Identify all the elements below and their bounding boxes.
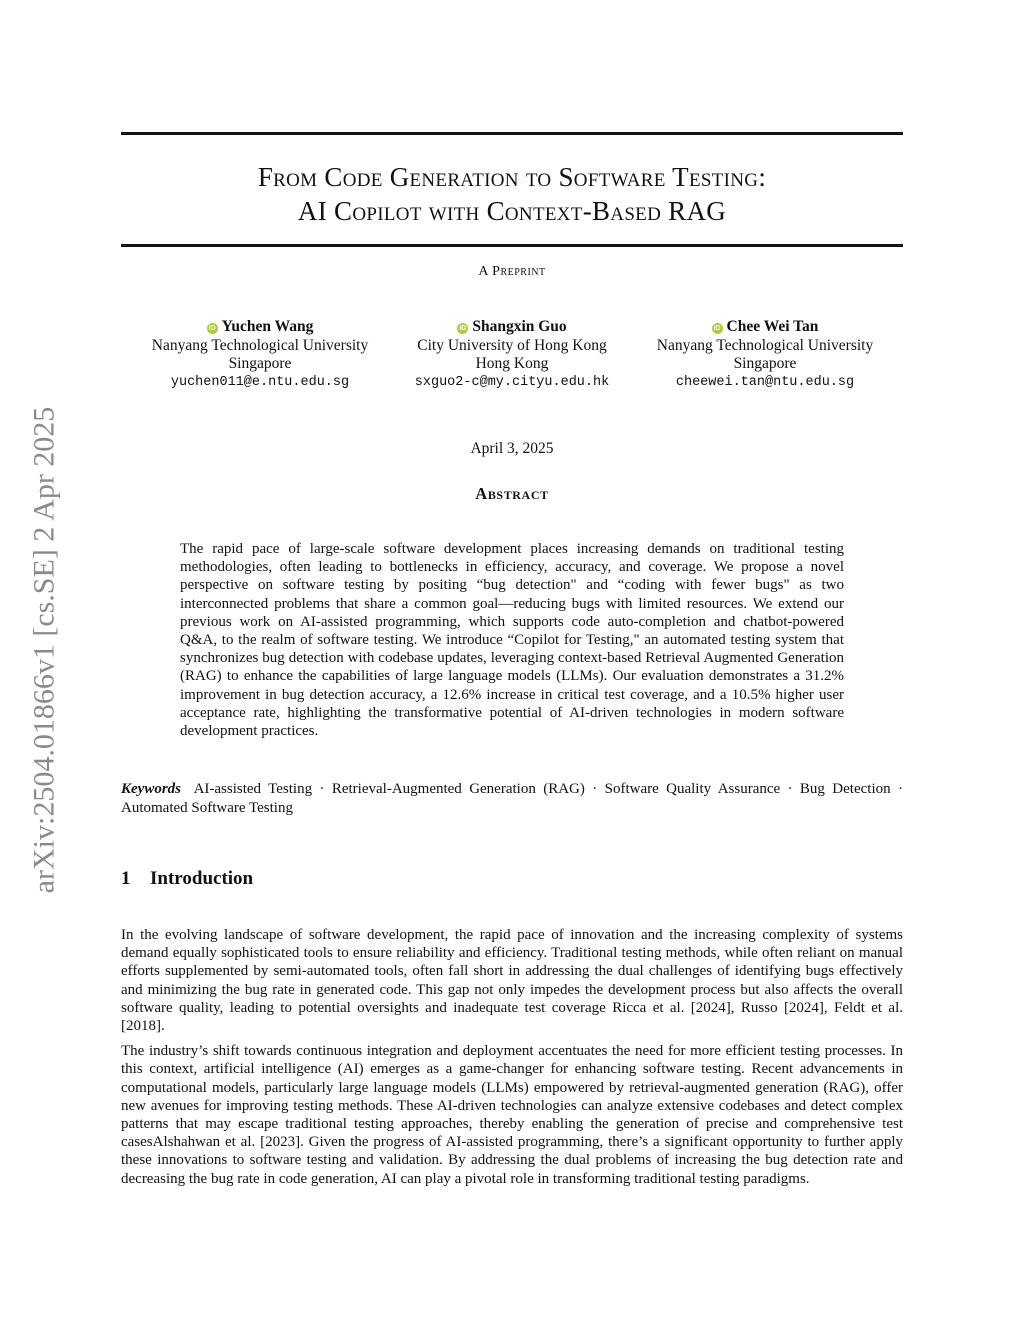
author-location: Singapore (733, 355, 797, 372)
author-location: Hong Kong (475, 355, 549, 372)
title-line-2: AI Copilot with Context-Based RAG (297, 196, 727, 226)
body-text (121, 926, 903, 1195)
section-heading (121, 868, 253, 890)
title-line-1: From Code Generation to Software Testing: (257, 162, 767, 192)
abstract-heading: Abstract (475, 484, 549, 503)
preprint-label: A Preprint (478, 264, 546, 279)
author-name: Shangxin Guo (472, 318, 567, 335)
author-1 (130, 318, 390, 392)
author-affiliation: Nanyang Technological University (151, 336, 369, 354)
abstract-text: The rapid pace of large-scale software development places increasing demands on traditional testing methodologies, often leading to bottlenecks in efficiency, accuracy, and coverage. We propose a novel perspective on software testing by positing “bug detection" and “coding with fewer bugs" as two interconnected problems that share a common goal—reducing bugs with limited resources. We extend our previous work on AI-assisted programming, which supports code auto-completion and chatbot-powered Q&A, to the realm of software testing. We introduce “Copilot for Testing," an automated testing system that synchronizes bug detection with codebase updates, leveraging context-based Retrieval Augmented Generation (RAG) to enhance the capabilities of large language models (LLMs). Our evaluation demonstrates a 31.2% improvement in bug detection accuracy, a 12.6% increase in critical test coverage, and a 10.5% higher user acceptance rate, highlighting the transformative potential of AI-driven technologies in modern software development practices. (180, 541, 844, 740)
author-affiliation: City University of Hong Kong (417, 336, 607, 354)
paper-title (121, 160, 903, 228)
paragraph: The industry’s shift towards continuous integration and deployment accentuates the need for more efficient testing processes. In this context, artificial intelligence (AI) emerges as a game-changer for enhancing software testing. Recent advancements in computational models, particularly large language models (LLMs) empowered by retrieval-augmented generation (RAG), offer new avenues for improving testing methods. These AI-driven technologies can analyze extensive codebases and detect complex patterns that may escape traditional testing approaches, thereby enabling the generation of precise and comprehensive test casesAlshahwan et al. [2023]. Given the progress of AI-assisted programming, there’s a significant opportunity to further apply these innovations to software testing and validation. By addressing the dual problems of increasing the bug detection rate and decreasing the bug rate in code generation, AI can play a pivotal role in transforming traditional testing paradigms. (121, 1043, 903, 1187)
arxiv-stamp-text: arXiv:2504.01866v1 [cs.SE] 2 Apr 2025 (27, 406, 60, 894)
author-email[interactable]: cheewei.tan@ntu.edu.sg (675, 374, 855, 390)
orcid-icon[interactable]: iD (208, 325, 216, 332)
arxiv-stamp (24, 370, 64, 930)
section-title: Introduction (150, 868, 254, 889)
bottom-rule (121, 244, 903, 247)
author-block (130, 318, 894, 398)
paragraph: In the evolving landscape of software development, the rapid pace of innovation and the increasing complexity of systems demand equally sophisticated tools to ensure reliability and efficiency. Traditional testing methods, while often reliant on manual efforts supplemented by semi-automated tools, often fall short in addressing the dual challenges of identifying bugs effectively and minimizing the bug rate in generated code. This gap not only impedes the development process but also affects the overall software quality, leading to potential oversights and inadequate test coverage Ricca et al. [2024], Russo [2024], Feldt et al. [2018]. (121, 927, 903, 1035)
keywords (121, 780, 903, 817)
author-location: Singapore (228, 355, 292, 372)
author-email[interactable]: sxguo2-c@my.cityu.edu.hk (414, 374, 610, 390)
paper-date: April 3, 2025 (470, 440, 554, 457)
author-2 (382, 318, 642, 392)
author-name: Yuchen Wang (221, 318, 314, 335)
top-rule (121, 132, 903, 135)
author-affiliation: Nanyang Technological University (656, 336, 874, 354)
orcid-icon[interactable]: iD (459, 325, 467, 332)
orcid-icon[interactable]: iD (713, 325, 721, 332)
author-3 (635, 318, 895, 392)
keywords-text: AI-assisted Testing · Retrieval-Augmented Generation (RAG) · Software Quality Assurance · Bug Detection · Automated Software Testing (121, 781, 903, 816)
author-name: Chee Wei Tan (726, 318, 819, 335)
section-number: 1 (121, 868, 131, 889)
keywords-label: Keywords (121, 781, 181, 797)
author-email[interactable]: yuchen011@e.ntu.edu.sg (170, 374, 350, 390)
